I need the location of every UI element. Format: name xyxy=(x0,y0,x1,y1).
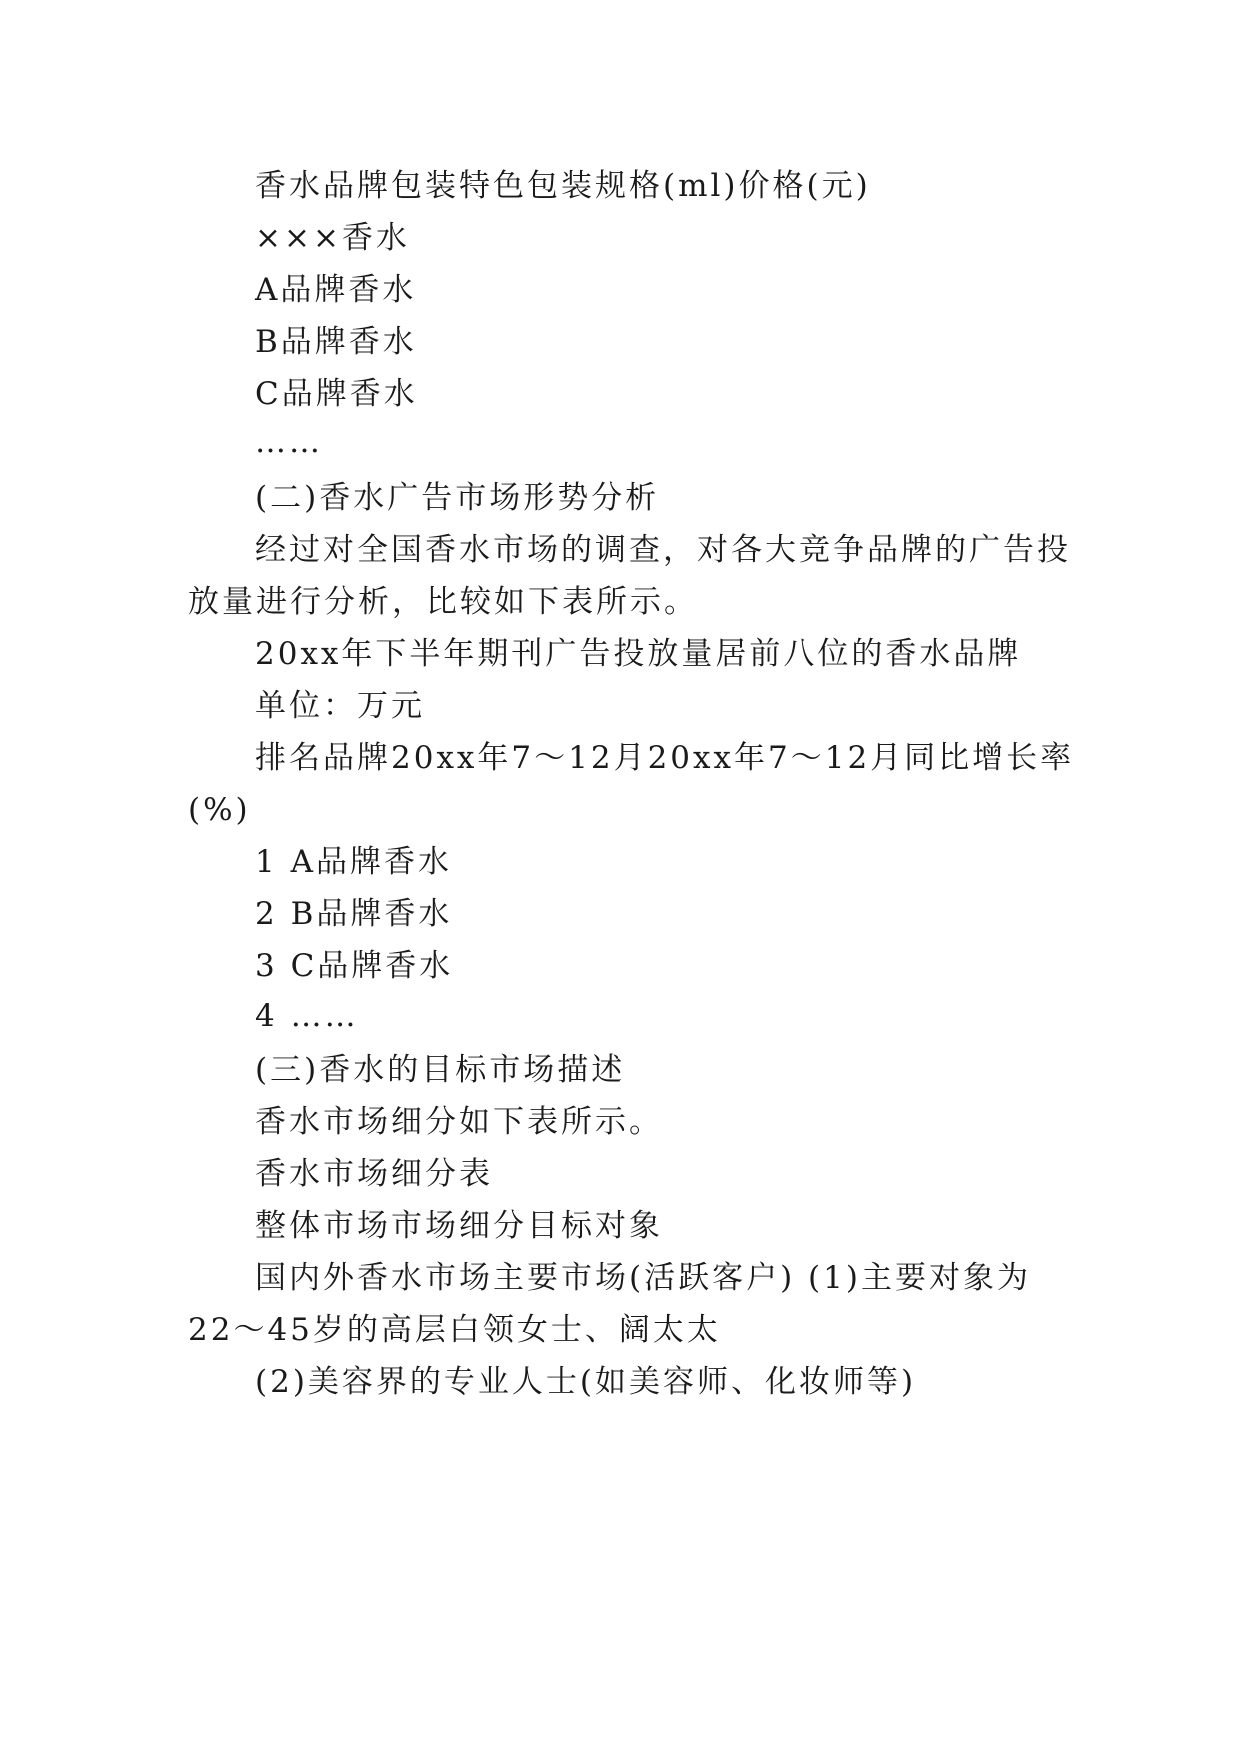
packaging-row-xxx: ×××香水 xyxy=(255,220,410,256)
segmentation-row-1-line1: 国内外香水市场主要市场(活跃客户) (1)主要对象为 xyxy=(255,1260,1031,1296)
ad-table-row-1: 1 A品牌香水 xyxy=(255,844,452,880)
segmentation-row-2: (2)美容界的专业人士(如美容师、化妆师等) xyxy=(255,1364,917,1400)
paragraph-segmentation-intro: 香水市场细分如下表所示。 xyxy=(255,1104,663,1140)
paragraph-survey-line2: 放量进行分析，比较如下表所示。 xyxy=(188,584,698,620)
section-heading-ad-market: (二)香水广告市场形势分析 xyxy=(255,480,660,516)
paragraph-survey-line1: 经过对全国香水市场的调查，对各大竞争品牌的广告投 xyxy=(255,532,1071,568)
segmentation-row-1-line2: 22～45岁的高层白领女士、阔太太 xyxy=(188,1312,721,1348)
segmentation-table-title: 香水市场细分表 xyxy=(255,1156,493,1192)
ad-table-unit: 单位：万元 xyxy=(255,688,425,724)
packaging-row-c: C品牌香水 xyxy=(255,376,418,412)
ad-table-row-3: 3 C品牌香水 xyxy=(255,948,454,984)
ad-table-title: 20xx年下半年期刊广告投放量居前八位的香水品牌 xyxy=(255,636,1022,672)
packaging-table-header: 香水品牌包装特色包装规格(ml)价格(元) xyxy=(255,168,871,204)
section-heading-target-market: (三)香水的目标市场描述 xyxy=(255,1052,626,1088)
packaging-row-a: A品牌香水 xyxy=(255,272,417,308)
segmentation-table-header: 整体市场市场细分目标对象 xyxy=(255,1208,663,1244)
ad-table-header: 排名品牌20xx年7～12月20xx年7～12月同比增长率 xyxy=(255,740,1075,776)
packaging-row-b: B品牌香水 xyxy=(255,324,417,360)
packaging-row-ellipsis: …… xyxy=(255,424,323,460)
ad-table-header-cont: (%) xyxy=(188,792,251,828)
ad-table-row-4: 4 …… xyxy=(255,998,359,1034)
ad-table-row-2: 2 B品牌香水 xyxy=(255,896,453,932)
